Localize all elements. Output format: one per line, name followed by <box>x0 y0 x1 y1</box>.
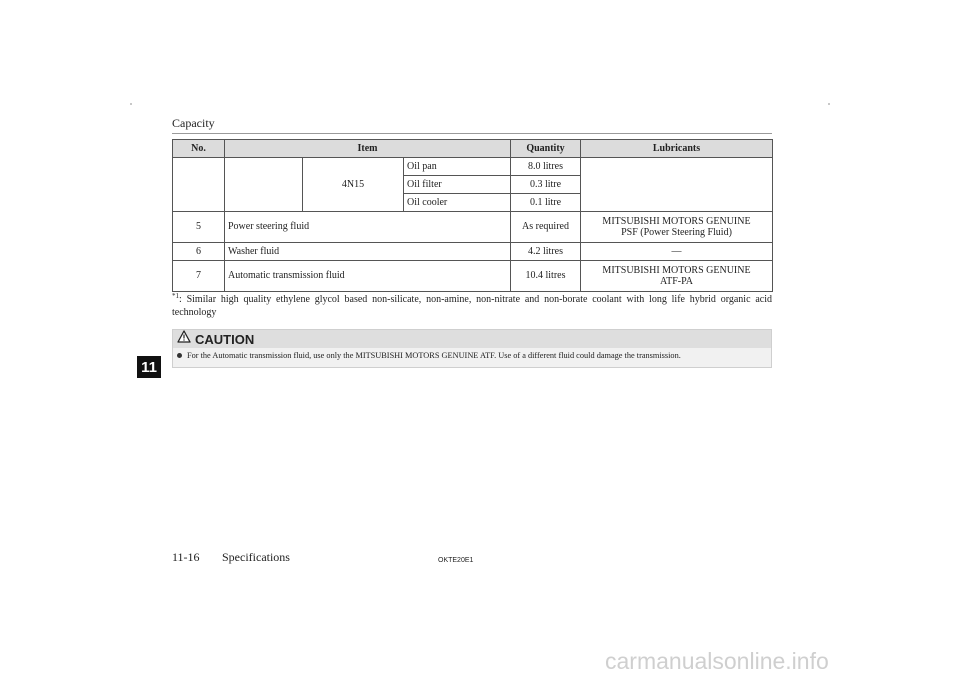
no-cell: 5 <box>173 212 225 243</box>
coolant-footnote <box>172 290 772 319</box>
chapter-tab: 11 <box>137 356 161 378</box>
footer-section-title: Specifications <box>222 550 290 564</box>
quantity-cell: As required <box>511 212 581 243</box>
lubricant-cell: — <box>581 243 773 261</box>
table-header-row <box>173 140 773 158</box>
item-group-cell <box>225 158 303 212</box>
caution-text: For the Automatic transmission fluid, use only the MITSUBISHI MOTORS GENUINE ATF. Use of a different fluid could damage the transmission. <box>187 351 681 360</box>
bullet-icon <box>177 353 182 358</box>
no-cell: 6 <box>173 243 225 261</box>
lubricant-cell <box>581 158 773 212</box>
corner-mark-left <box>130 103 132 105</box>
section-title: Capacity <box>172 116 215 130</box>
quantity-cell: 0.3 litre <box>511 176 581 194</box>
caution-title: CAUTION <box>195 331 255 347</box>
engine-cell: 4N15 <box>303 158 404 212</box>
no-cell <box>173 158 225 212</box>
quantity-cell: 4.2 litres <box>511 243 581 261</box>
quantity-cell: 8.0 litres <box>511 158 581 176</box>
table-row <box>173 261 773 292</box>
table-row <box>173 243 773 261</box>
caution-item <box>173 348 771 363</box>
table-row <box>173 212 773 243</box>
quantity-cell: 10.4 litres <box>511 261 581 292</box>
lubricant-line: MITSUBISHI MOTORS GENUINE <box>602 264 751 276</box>
capacity-table <box>172 139 773 292</box>
lubricant-line: PSF (Power Steering Fluid) <box>621 227 732 238</box>
page-number: 11-16 <box>172 550 200 564</box>
corner-mark-right <box>828 103 830 105</box>
caution-box <box>172 329 772 368</box>
header-item: Item <box>225 140 511 158</box>
quantity-cell: 0.1 litre <box>511 194 581 212</box>
footnote-marker: *1 <box>172 292 179 300</box>
lubricant-line: ATF-PA <box>660 276 693 287</box>
lubricant-cell <box>581 212 773 243</box>
caution-header <box>173 330 771 348</box>
item-cell: Washer fluid <box>225 243 511 261</box>
lubricant-line: MITSUBISHI MOTORS GENUINE <box>602 215 751 227</box>
watermark: carmanualsonline.info <box>605 648 829 674</box>
table-row <box>173 158 773 176</box>
warning-triangle-icon <box>177 330 191 348</box>
no-cell: 7 <box>173 261 225 292</box>
footnote-text: : Similar high quality ethylene glycol based non-silicate, non-amine, non-nitrate and non-borate coolant with long life hybrid organic acid technology <box>172 294 772 318</box>
item-cell: Power steering fluid <box>225 212 511 243</box>
item-cell: Oil filter <box>404 176 511 194</box>
header-no: No. <box>173 140 225 158</box>
item-cell: Oil cooler <box>404 194 511 212</box>
title-rule <box>172 133 772 134</box>
document-code: OKTE20E1 <box>438 557 474 564</box>
header-quantity: Quantity <box>511 140 581 158</box>
item-cell: Oil pan <box>404 158 511 176</box>
lubricant-cell <box>581 261 773 292</box>
item-cell: Automatic transmission fluid <box>225 261 511 292</box>
header-lubricants: Lubricants <box>581 140 773 158</box>
